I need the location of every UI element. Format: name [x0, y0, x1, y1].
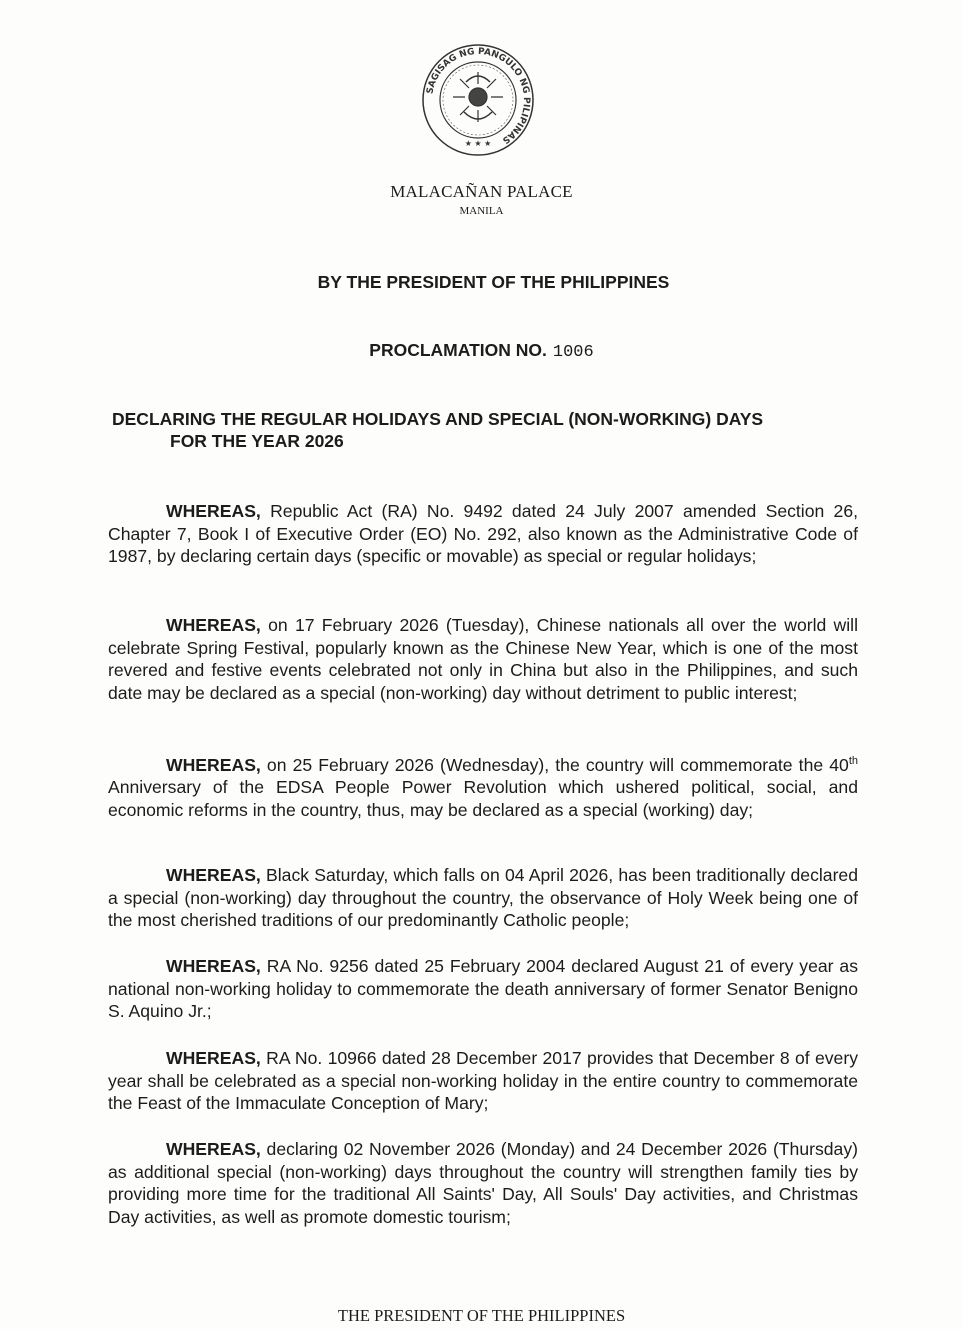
whereas-paragraph [108, 955, 858, 1023]
whereas-paragraph [108, 500, 858, 568]
seal-stars: ★ ★ ★ [464, 139, 492, 148]
paragraph-text: declaring 02 November 2026 (Monday) and 24 December 2026 (Thursday) as additional special (non-working) days throughout the country will strengthen family ties by providing more time for the traditional All Saints' Day, All Souls' Day activities, and Christmas Day activities, as well as promote domestic tourism; [108, 1139, 858, 1227]
whereas-lead: WHEREAS, [166, 956, 261, 976]
by-line: BY THE PRESIDENT OF THE PHILIPPINES [317, 272, 670, 292]
whereas-lead: WHEREAS, [166, 1048, 261, 1068]
paragraph-text: Republic Act (RA) No. 9492 dated 24 July 2007 amended Section 26, Chapter 7, Book I of Executive Order (EO) No. 292, also known as the Administrative Code of 1987, by declaring certain days (specific or movable) as special or regular holidays; [108, 501, 858, 566]
whereas-paragraph [108, 1047, 858, 1115]
paragraph-text: on 25 February 2026 (Wednesday), the country will commemorate the 40 [260, 754, 849, 775]
paragraph-text: RA No. 9256 dated 25 February 2004 declared August 21 of every year as national non-working holiday to commemorate the death anniversary of former Senator Benigno S. Aquino Jr.; [108, 956, 858, 1021]
palace-city: MANILA [459, 205, 504, 217]
seal-text: SAGISAG NG PANGULO NG PILIPINAS [425, 46, 532, 146]
title-line-1: DECLARING THE REGULAR HOLIDAYS AND SPECIAL (NON-WORKING) DAYS [112, 409, 764, 429]
title-line-2: FOR THE YEAR 2026 [170, 431, 344, 451]
whereas-paragraph [108, 614, 858, 704]
proclamation-label: PROCLAMATION NO. [369, 340, 547, 360]
proclamation-number: 1006 [552, 343, 594, 362]
page-footer: THE PRESIDENT OF THE PHILIPPINES [337, 1306, 626, 1325]
whereas-lead: WHEREAS, [166, 1139, 261, 1159]
whereas-paragraph [108, 864, 858, 932]
ordinal-suffix: th [848, 755, 858, 767]
paragraph-text: on 17 February 2026 (Tuesday), Chinese nationals all over the world will celebrate Spring Festival, popularly known as the Chinese New Year, which is one of the most revered and festive events celebrated not only in China but also in the Philippines, and such date may be declared as a special (non-working) day without detriment to public interest; [108, 615, 858, 703]
proclamation-title [112, 408, 862, 452]
whereas-paragraph [108, 750, 858, 821]
paragraph-text: Anniversary of the EDSA People Power Revolution which ushered political, social, and economic reforms in the country, thus, may be declared as a special (working) day; [108, 777, 858, 820]
whereas-lead: WHEREAS, [166, 615, 261, 635]
whereas-paragraph [108, 1138, 858, 1228]
paragraph-text: Black Saturday, which falls on 04 April 2026, has been traditionally declared a special (non-working) day throughout the country, the observance of Holy Week being one of the most cherished traditions of our predominantly Catholic people; [108, 865, 858, 930]
paragraph-text: RA No. 10966 dated 28 December 2017 provides that December 8 of every year shall be celebrated as a special non-working holiday in the entire country to commemorate the Feast of the Immaculate Conception of Mary; [108, 1048, 858, 1113]
whereas-lead: WHEREAS, [166, 865, 261, 885]
palace-name: MALACAÑAN PALACE [390, 182, 573, 201]
presidential-seal-icon [420, 42, 536, 158]
proclamation-heading [0, 340, 963, 362]
whereas-lead: WHEREAS, [166, 754, 261, 775]
whereas-lead: WHEREAS, [166, 501, 261, 521]
